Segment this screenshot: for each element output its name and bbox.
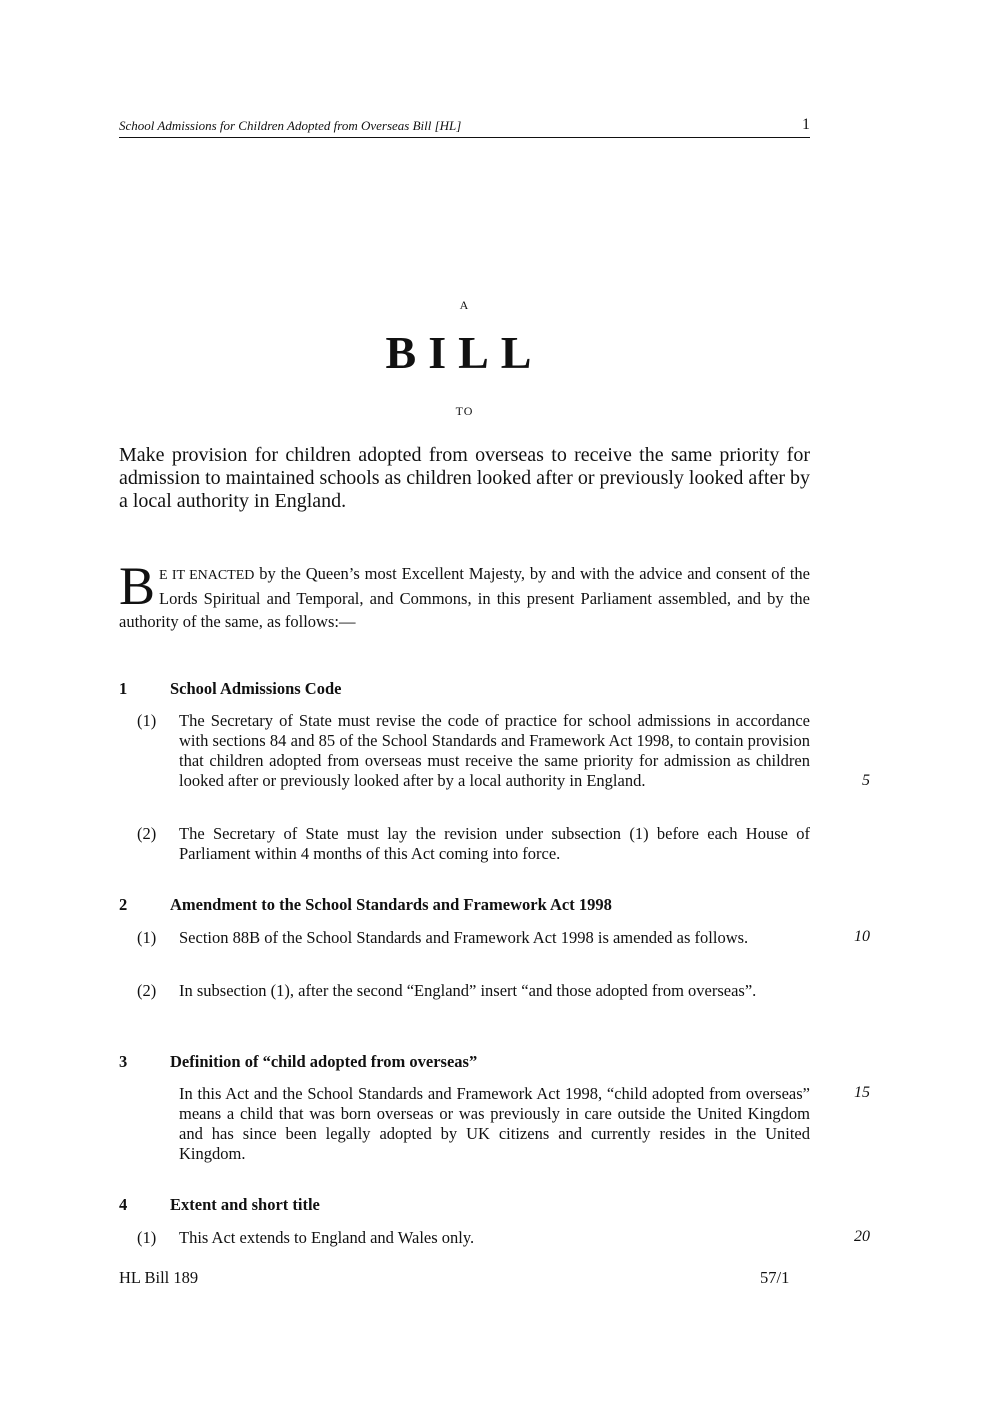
section-title: School Admissions Code	[170, 679, 342, 698]
subsection-label: (2)	[137, 981, 157, 1000]
subsection	[119, 928, 810, 948]
subsection-text: Section 88B of the School Standards and Framework Act 1998 is amended as follows.	[179, 928, 749, 947]
line-number: 5	[862, 772, 870, 789]
subsection	[119, 1228, 810, 1248]
subsection-text: In subsection (1), after the second “England” insert “and those adopted from overseas”.	[179, 981, 757, 1000]
subsection-label: (1)	[137, 711, 157, 730]
subsection-label: (2)	[137, 824, 157, 843]
line-number: 10	[854, 928, 870, 945]
subsection	[119, 824, 810, 864]
title-a: A	[459, 298, 470, 312]
enact-text: by the Queen’s most Excellent Majesty, by and with the advice and consent of the Lords Spiritual and Temporal, and Commons, in this present Parliament assembled, and by the authority of the same, as follows:—	[119, 564, 810, 631]
line-number: 20	[854, 1228, 870, 1245]
print-reference: 57/1	[760, 1268, 790, 1287]
section-title: Definition of “child adopted from overseas”	[170, 1052, 478, 1071]
enact-smallcaps: E IT ENACTED	[159, 568, 255, 583]
subsection-text: In this Act and the School Standards and Framework Act 1998, “child adopted from overseas” means a child that was born overseas or was previously in care outside the United Kingdom and has since been legally adopted by UK citizens and currently resides in the United Kingdom.	[179, 1084, 810, 1163]
drop-cap: B	[119, 556, 156, 616]
section-title: Extent and short title	[170, 1195, 320, 1214]
bill-title: BILL	[385, 327, 544, 378]
subsection	[119, 711, 810, 791]
section-number: 4	[119, 1195, 128, 1214]
running-header	[119, 116, 810, 138]
section-number: 2	[119, 895, 128, 914]
section-number: 3	[119, 1052, 128, 1071]
subsection-text: The Secretary of State must revise the code of practice for school admissions in accordance with sections 84 and 85 of the School Standards and Framework Act 1998, to contain provision that children adopted from overseas must receive the same priority for admission as children looked after or previously looked after by a local authority in England.	[179, 711, 810, 790]
bill-number: HL Bill 189	[119, 1268, 199, 1287]
enacting-formula	[119, 556, 810, 633]
subsection-text: This Act extends to England and Wales only.	[179, 1228, 475, 1247]
long-title: Make provision for children adopted from overseas to receive the same priority for admission to maintained schools as children looked after or previously looked after by a local authority in England.	[119, 444, 810, 512]
subsection	[119, 1084, 810, 1164]
title-to: TO	[455, 404, 474, 418]
line-number: 15	[854, 1084, 870, 1101]
subsection-text: The Secretary of State must lay the revision under subsection (1) before each House of Parliament within 4 months of this Act coming into force.	[179, 824, 810, 863]
subsection	[119, 981, 810, 1001]
section-number: 1	[119, 679, 128, 698]
page-number: 1	[802, 116, 810, 133]
subsection-label: (1)	[137, 928, 157, 947]
section-title: Amendment to the School Standards and Framework Act 1998	[170, 895, 612, 914]
subsection-label: (1)	[137, 1228, 157, 1247]
running-title: School Admissions for Children Adopted from Overseas Bill [HL]	[119, 118, 462, 133]
